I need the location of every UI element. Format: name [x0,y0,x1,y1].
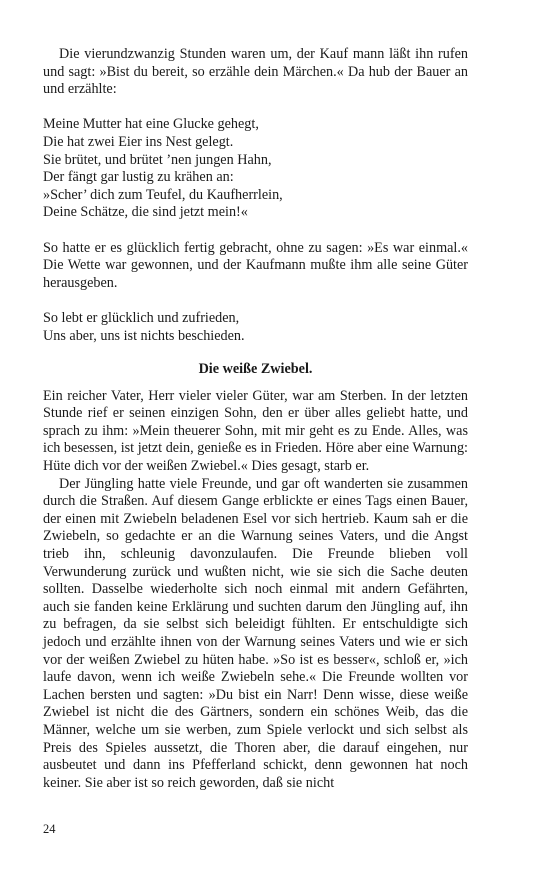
verse-line: Deine Schätze, die sind jetzt mein!« [43,204,248,221]
spacer [43,222,468,240]
verse-block-2 [43,310,468,345]
verse-line: Der fängt gar lustig zu krähen an: [43,169,234,186]
verse-line: Meine Mutter hat eine Glucke gehegt, [43,116,259,133]
verse-line: Sie brütet, und brütet ’nen jungen Hahn, [43,151,272,168]
spacer [43,379,468,388]
verse-line: So lebt er glücklich und zufrieden, [43,309,240,326]
spacer [43,292,468,310]
verse-line: »Scher’ dich zum Teufel, du Kaufherrlein, [43,186,283,203]
verse-line: Die hat zwei Eier ins Nest gelegt. [43,133,234,150]
page-body [43,46,468,792]
page-number: 24 [43,822,56,836]
story-title: Die weiße Zwiebel. [198,361,313,378]
verse-line: Uns aber, uns ist nichts beschieden. [43,327,245,344]
paragraph-bet-won: So hatte er es glücklich fertig gebracht, ohne zu sagen: »Es war einmal.« Die Wette war gewonnen, und der Kaufmann mußte ihm alle seine Güter herausgeben. [43,239,468,291]
paragraph-story-1: Ein reicher Vater, Herr vieler vieler Güter, war am Sterben. In der letzten Stunde rief er seinen einzigen Sohn, den er über alles geliebt hatte, und sprach zu ihm: »Mein theuerer Sohn, mit mir geht es zu Ende. Alles, was ich besessen, ist jetzt dein, genieße es in Frieden. Höre aber eine Warnung: Hüte dich vor der weißen Zwiebel.« Dies gesagt, starb er. [43,387,468,475]
paragraph-story-2: Der Jüngling hatte viele Freunde, und gar oft wanderten sie zusammen durch die Straßen. Auf diesem Gange erblickte er eines Tags einen Bauer, der einen mit Zwiebeln beladenen Esel vor sich hertrieb. Kaum sah er die Zwiebeln, so gedachte er an die Warnung seines Vaters, und die Angst trieb ihn, schleunig davonzulaufen. Die Freunde blieben voll Verwunderung zurück und wußten nicht, wie sie sich die Sache deuten sollten. Dasselbe wiederholte sich noch einmal mit andern Gefährten, auch sie fanden keine Erklärung und suchten darum den Jüngling auf, ihn zu befragen, da sie selbst sich beleidigt fühlten. Er entschuldigte sich jedoch und erzählte ihnen von der Warnung seines Vaters und wie er sich vor der weißen Zwiebel zu hüten habe. »So ist es besser«, schloß er, »ich laufe davon, wenn ich weiße Zwiebeln sehe.« Die Freunde wollten vor Lachen bersten und sagten: »Du bist ein Narr! Denn wisse, diese weiße Zwiebel ist nicht die des Gärtners, sondern ein schönes Weib, das die Männer, welche um sie werben, zum Spiele verlockt und sich selbst als Preis des Spieles aussetzt, die Thoren aber, die darauf eingehen, nur ausbeutet und dann ins Pfefferland schickt, denn gewonnen hat noch keiner. Sie aber ist so reich geworden, daß sie nicht [43,475,468,791]
paragraph-intro: Die vierundzwanzig Stunden waren um, der Kauf mann läßt ihn rufen und sagt: »Bist du bereit, so erzähle dein Märchen.« Da hub der Bauer an und erzählte: [43,46,468,98]
verse-block-1 [43,116,468,222]
spacer [43,99,468,117]
spacer [43,345,468,361]
